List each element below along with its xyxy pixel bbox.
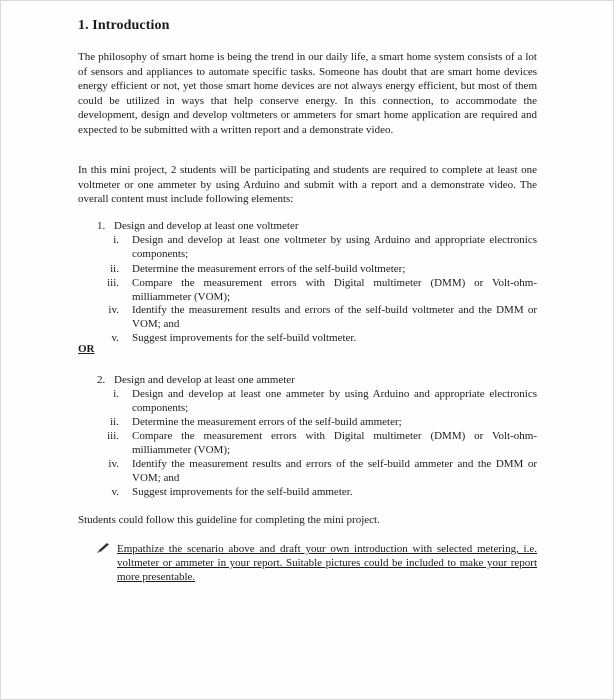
list-item-text: Determine the measurement errors of the self-build ammeter; bbox=[132, 416, 402, 428]
list-item-text: Determine the measurement errors of the self-build voltmeter; bbox=[132, 263, 406, 275]
list-1-title bbox=[97, 219, 299, 234]
list-item-roman: iv. bbox=[108, 304, 119, 316]
list-2-title bbox=[97, 373, 295, 388]
list-item-text: Identify the measurement results and errors of the self-build voltmeter and the DMM or VOM; and bbox=[132, 304, 537, 331]
list-item-roman: i. bbox=[113, 234, 119, 246]
list-item-roman: iv. bbox=[108, 458, 119, 470]
pencil-icon bbox=[96, 542, 110, 554]
list-item-roman: v. bbox=[111, 486, 119, 498]
or-separator: OR bbox=[78, 343, 95, 355]
list-item-text: Compare the measurement errors with Digital multimeter (DMM) or Volt-ohm-milliammeter (VOM); bbox=[132, 430, 537, 457]
list-item-text: Identify the measurement results and errors of the self-build ammeter and the DMM or VOM; and bbox=[132, 458, 537, 485]
section-heading: 1. Introduction bbox=[78, 18, 170, 33]
instruction-note: Empathize the scenario above and draft your own introduction with selected metering, i.e. voltmeter or ammeter in your report. Suitable pictures could be included to make your report more presentable. bbox=[117, 543, 537, 584]
guideline-text: Students could follow this guideline for completing the mini project. bbox=[78, 514, 380, 526]
list-2-title-text: Design and develop at least one ammeter bbox=[114, 374, 295, 386]
list-item-roman: ii. bbox=[110, 416, 119, 428]
list-item-roman: iii. bbox=[107, 277, 119, 289]
list-1-number: 1. bbox=[97, 220, 106, 232]
list-item-roman: v. bbox=[111, 332, 119, 344]
list-item-roman: ii. bbox=[110, 263, 119, 275]
list-1-title-text: Design and develop at least one voltmeter bbox=[114, 220, 299, 232]
list-item-text: Design and develop at least one voltmeter by using Arduino and appropriate electronics components; bbox=[132, 234, 537, 261]
project-paragraph: In this mini project, 2 students will be participating and students are required to complete at least one voltmeter or one ammeter by using Arduino and submit with a report and a demonstrate video. The overall content must include following elements: bbox=[78, 164, 537, 206]
intro-paragraph: The philosophy of smart home is being the trend in our daily life, a smart home system consists of a lot of sensors and appliances to automate specific tasks. Someone has doubt that are smart home devices energy efficient or not, yet those smart home devices are not always energy efficient, but most of them could be utilized in ways that help conserve energy. In this connection, to accommodate the development, design and develop voltmeters or ammeters for smart home application are required and expected to be submitted with a written report and a demonstrate video. bbox=[78, 51, 537, 136]
list-2-number: 2. bbox=[97, 374, 106, 386]
list-item-roman: iii. bbox=[107, 430, 119, 442]
list-item-text: Suggest improvements for the self-build voltmeter. bbox=[132, 332, 357, 344]
list-item-text: Compare the measurement errors with Digital multimeter (DMM) or Volt-ohm-milliammeter (VOM); bbox=[132, 277, 537, 304]
list-item-text: Design and develop at least one ammeter by using Arduino and appropriate electronics components; bbox=[132, 388, 537, 415]
list-item-roman: i. bbox=[113, 388, 119, 400]
list-item-text: Suggest improvements for the self-build ammeter. bbox=[132, 486, 353, 498]
